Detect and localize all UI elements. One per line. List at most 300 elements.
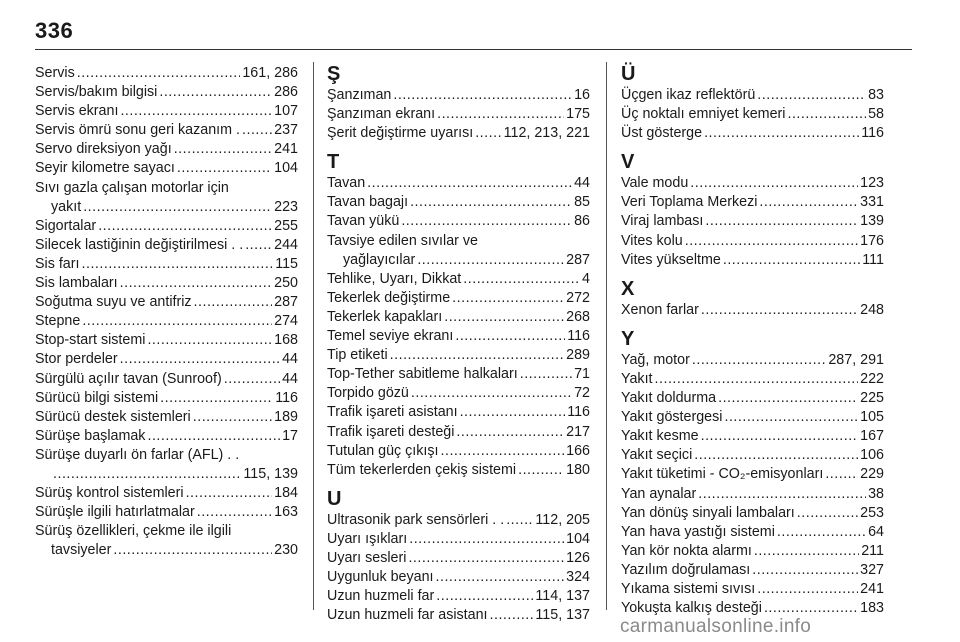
leader-dots bbox=[186, 484, 273, 503]
leader-dots bbox=[224, 370, 280, 389]
index-entry-row bbox=[327, 251, 590, 270]
index-entry-term: Tekerlek kapakları bbox=[327, 308, 443, 325]
leader-dots bbox=[113, 541, 272, 560]
index-entry-term: Tekerlek değiştirme bbox=[327, 289, 451, 306]
index-entry-pages: 4 bbox=[582, 270, 590, 287]
index-entry-row bbox=[621, 86, 884, 105]
index-entry bbox=[35, 484, 298, 503]
index-entry-pages: 114, 137 bbox=[535, 588, 590, 605]
index-entry-term: Vale modu bbox=[621, 175, 689, 192]
index-entry-row bbox=[621, 542, 884, 561]
index-entry-row bbox=[621, 465, 884, 484]
section-letter: Ü bbox=[621, 63, 636, 85]
index-entry-term: Veri Toplama Merkezi bbox=[621, 194, 758, 211]
leader-dots bbox=[463, 270, 580, 289]
index-entry-pages: 72 bbox=[574, 385, 590, 402]
index-entry-row bbox=[327, 193, 590, 212]
index-entry bbox=[35, 331, 298, 350]
index-entry-pages: 189 bbox=[274, 408, 298, 425]
index-entry bbox=[327, 461, 590, 480]
index-entry-row bbox=[621, 212, 884, 231]
index-entry-pages: 225 bbox=[860, 390, 884, 407]
index-entry-term: Servis ekranı bbox=[35, 103, 119, 120]
index-entry bbox=[35, 446, 298, 484]
index-entry-row bbox=[35, 370, 298, 389]
index-entry-pages: 229 bbox=[860, 466, 884, 483]
index-entry-term: Yakıt kesme bbox=[621, 428, 699, 445]
index-entry-term: Sürüşle ilgili hatırlatmalar bbox=[35, 504, 195, 521]
index-entry-pages: 116 bbox=[861, 125, 884, 142]
index-entry-term: Sürüşe başlamak bbox=[35, 427, 146, 444]
index-entry-term: Servis/bakım bilgisi bbox=[35, 84, 158, 101]
index-entry-pages: 104 bbox=[274, 160, 298, 177]
leader-dots bbox=[718, 389, 858, 408]
index-entry-row bbox=[35, 102, 298, 121]
leader-dots bbox=[174, 140, 272, 159]
index-entry bbox=[621, 561, 884, 580]
index-entry-row bbox=[621, 251, 884, 270]
index-entry bbox=[327, 511, 590, 530]
section-letter: V bbox=[621, 151, 635, 174]
index-entry bbox=[35, 64, 298, 83]
index-entry-pages: 255 bbox=[274, 217, 298, 234]
index-entry bbox=[327, 403, 590, 422]
index-entry-row bbox=[35, 389, 298, 408]
leader-dots bbox=[704, 124, 859, 143]
index-entry-row bbox=[327, 86, 590, 105]
leader-dots bbox=[701, 301, 858, 320]
index-entry bbox=[621, 301, 884, 320]
leader-dots bbox=[120, 350, 280, 369]
index-entry-term: Sis lambaları bbox=[35, 275, 118, 292]
index-entry bbox=[35, 503, 298, 522]
index-entry bbox=[621, 193, 884, 212]
leader-dots bbox=[393, 86, 572, 105]
index-entry-pages: 211 bbox=[861, 542, 884, 559]
index-entry bbox=[327, 587, 590, 606]
index-entry-pages: 184 bbox=[274, 485, 298, 502]
index-entry bbox=[327, 86, 590, 105]
section-letter: X bbox=[621, 277, 635, 300]
header-rule bbox=[35, 49, 912, 50]
index-entry-term: Stop-start sistemi bbox=[35, 332, 146, 349]
leader-dots bbox=[197, 503, 272, 522]
index-entry-pages: 161, 286 bbox=[242, 65, 298, 81]
index-entry-pages: 287 bbox=[274, 294, 298, 311]
index-entry-pages: 115, 137 bbox=[535, 607, 590, 624]
index-entry-row bbox=[35, 255, 298, 274]
index-entry-first-line: Sürüş özellikleri, çekme ile ilgili bbox=[35, 523, 232, 540]
index-entry bbox=[327, 442, 590, 461]
index-entry bbox=[327, 105, 590, 124]
index-entry-row bbox=[35, 541, 298, 560]
leader-dots bbox=[409, 530, 564, 549]
leader-dots bbox=[83, 198, 272, 217]
index-entry bbox=[35, 427, 298, 446]
index-entry-row bbox=[35, 217, 298, 236]
leader-dots bbox=[787, 105, 866, 124]
leader-dots bbox=[120, 102, 272, 121]
index-entry-term: Tavan bagajı bbox=[327, 194, 409, 211]
leader-dots bbox=[193, 408, 272, 427]
section-letter: Ş bbox=[327, 63, 341, 85]
index-entry-term: Stepne bbox=[35, 313, 81, 330]
leader-dots bbox=[698, 485, 866, 504]
index-entry-term: Tavan bbox=[327, 175, 366, 192]
leader-dots bbox=[160, 389, 273, 408]
index-entry-pages: 44 bbox=[282, 370, 298, 387]
index-entry-pages: 64 bbox=[868, 523, 884, 540]
index-entry-term: Stor perdeler bbox=[35, 351, 118, 368]
index-entry-row bbox=[621, 561, 884, 580]
index-entry bbox=[35, 522, 298, 560]
index-entry bbox=[621, 427, 884, 446]
index-entry-row bbox=[327, 270, 590, 289]
leader-dots bbox=[518, 461, 564, 480]
index-entry-pages: 289 bbox=[566, 347, 590, 364]
leader-dots bbox=[685, 232, 858, 251]
index-entry-row bbox=[327, 423, 590, 442]
index-entry-pages: 324 bbox=[566, 569, 590, 586]
index-entry bbox=[35, 179, 298, 217]
index-entry-pages: 286 bbox=[274, 84, 298, 101]
column-divider bbox=[313, 62, 314, 610]
index-entry bbox=[327, 346, 590, 365]
index-entry bbox=[327, 423, 590, 442]
index-entry-pages: 104 bbox=[566, 530, 590, 547]
index-entry-row bbox=[327, 549, 590, 568]
index-entry bbox=[327, 124, 590, 143]
leader-dots bbox=[705, 212, 858, 231]
leader-dots bbox=[441, 442, 565, 461]
index-entry bbox=[327, 530, 590, 549]
index-entry-term: Vites kolu bbox=[621, 232, 683, 249]
index-entry-pages: 180 bbox=[566, 461, 590, 478]
index-entry-term: Yakıt bbox=[621, 370, 653, 387]
leader-dots bbox=[757, 86, 866, 105]
index-entry-pages: 183 bbox=[860, 600, 884, 617]
index-entry-row bbox=[35, 159, 298, 178]
index-entry-pages: 116 bbox=[275, 389, 298, 406]
leader-dots bbox=[53, 465, 241, 484]
index-entry-row bbox=[621, 301, 884, 320]
index-entry-pages: 115 bbox=[275, 255, 298, 272]
index-entry-pages: 223 bbox=[274, 198, 298, 215]
index-entry-pages: 237 bbox=[274, 122, 298, 139]
leader-dots bbox=[159, 83, 272, 102]
index-entry-term: Yıkama sistemi sıvısı bbox=[621, 580, 756, 597]
index-entry-term: Seyir kilometre sayacı bbox=[35, 160, 175, 177]
index-entry bbox=[621, 105, 884, 124]
index-entry-pages: 123 bbox=[860, 175, 884, 192]
index-entry-pages: 38 bbox=[868, 485, 884, 502]
leader-dots bbox=[367, 174, 572, 193]
index-entry bbox=[327, 384, 590, 403]
index-entry bbox=[621, 465, 884, 484]
index-entry-term: Yan kör nokta alarmı bbox=[621, 542, 752, 559]
index-entry-row bbox=[621, 124, 884, 143]
index-entry-pages: 16 bbox=[574, 87, 590, 103]
index-entry-row bbox=[35, 274, 298, 293]
index-entry-row bbox=[35, 427, 298, 446]
index-entry-term: Tip etiketi bbox=[327, 347, 388, 364]
index-entry-row bbox=[621, 446, 884, 465]
index-entry-pages: 115, 139 bbox=[243, 465, 298, 482]
index-entry-row bbox=[35, 140, 298, 159]
index-entry-row bbox=[621, 174, 884, 193]
index-entry-term: Sürüş kontrol sistemleri bbox=[35, 485, 184, 502]
leader-dots bbox=[777, 523, 866, 542]
index-entry-pages: 248 bbox=[860, 301, 884, 318]
index-entry bbox=[327, 365, 590, 384]
index-entry-row bbox=[621, 408, 884, 427]
index-entry bbox=[327, 270, 590, 289]
index-entry-pages: 111 bbox=[862, 251, 884, 268]
leader-dots bbox=[390, 346, 564, 365]
leader-dots bbox=[194, 293, 273, 312]
index-entry-term: Yakıt seçici bbox=[621, 447, 693, 464]
index-entry-term: Silecek lastiğinin değiştirilmesi . . bbox=[35, 236, 244, 253]
index-entry bbox=[621, 408, 884, 427]
index-entry bbox=[621, 580, 884, 599]
index-entry-pages: 175 bbox=[566, 106, 590, 123]
index-entry-pages: 86 bbox=[574, 213, 590, 230]
index-entry-pages: 163 bbox=[274, 504, 298, 521]
index-entry-pages: 230 bbox=[274, 542, 298, 559]
index-entry-pages: 126 bbox=[566, 549, 590, 566]
leader-dots bbox=[754, 542, 859, 561]
leader-dots bbox=[417, 251, 564, 270]
index-entry-term: Sis farı bbox=[35, 255, 80, 272]
leader-dots bbox=[723, 251, 860, 270]
index-entry-first-line: Sürüşe duyarlı ön farlar (AFL) . . bbox=[35, 446, 240, 463]
index-entry-term: Yan aynalar bbox=[621, 485, 697, 502]
index-entry-term: Tüm tekerlerden çekiş sistemi bbox=[327, 461, 517, 478]
index-entry bbox=[327, 232, 590, 270]
leader-dots bbox=[825, 465, 858, 484]
index-entry-term: Uygunluk beyanı bbox=[327, 569, 434, 586]
index-entry-term: Yakıt tüketimi - CO₂-emisyonları bbox=[621, 466, 824, 483]
leader-dots bbox=[460, 403, 566, 422]
index-entry-term: Temel seviye ekranı bbox=[327, 328, 454, 345]
index-entry-row bbox=[35, 64, 298, 83]
index-entry bbox=[35, 255, 298, 274]
leader-dots bbox=[694, 446, 858, 465]
index-entry-term: Ultrasonik park sensörleri . . bbox=[327, 511, 505, 528]
index-entry bbox=[327, 606, 590, 625]
index-entry bbox=[35, 102, 298, 121]
index-entry bbox=[327, 308, 590, 327]
leader-dots bbox=[98, 217, 272, 236]
index-entry bbox=[35, 140, 298, 159]
index-entry-term: Sigortalar bbox=[35, 217, 97, 234]
index-entry bbox=[621, 485, 884, 504]
index-entry-pages: 107 bbox=[274, 103, 298, 120]
leader-dots bbox=[245, 236, 272, 255]
index-entry-term: Üçgen ikaz reflektörü bbox=[621, 87, 756, 103]
leader-dots bbox=[690, 174, 858, 193]
index-entry-term: Tavan yükü bbox=[327, 213, 400, 230]
index-entry-term: Viraj lambası bbox=[621, 213, 704, 230]
index-entry-row bbox=[327, 530, 590, 549]
index-entry-row bbox=[327, 124, 590, 143]
index-entry-pages: 272 bbox=[566, 289, 590, 306]
leader-dots bbox=[797, 504, 858, 523]
index-entry-pages: 167 bbox=[860, 428, 884, 445]
index-entry-row bbox=[621, 193, 884, 212]
leader-dots bbox=[147, 427, 280, 446]
index-entry-term: Yokuşta kalkış desteği bbox=[621, 600, 762, 617]
leader-dots bbox=[724, 408, 858, 427]
leader-dots bbox=[77, 64, 241, 83]
index-entry-term: Servis bbox=[35, 65, 75, 81]
index-entry-row bbox=[327, 174, 590, 193]
index-entry-row bbox=[621, 504, 884, 523]
index-entry bbox=[327, 212, 590, 231]
index-entry bbox=[35, 389, 298, 408]
index-entry bbox=[621, 523, 884, 542]
leader-dots bbox=[475, 124, 501, 143]
index-entry-row bbox=[621, 232, 884, 251]
index-entry bbox=[35, 370, 298, 389]
index-entry bbox=[621, 86, 884, 105]
index-entry-row bbox=[621, 580, 884, 599]
index-entry bbox=[621, 389, 884, 408]
leader-dots bbox=[147, 331, 272, 350]
index-entry-row bbox=[327, 403, 590, 422]
index-entry-term: Yan hava yastığı sistemi bbox=[621, 523, 775, 540]
index-entry-term: Servo direksiyon yağı bbox=[35, 141, 172, 158]
index-entry-row bbox=[35, 312, 298, 331]
index-entry bbox=[621, 351, 884, 370]
leader-dots bbox=[411, 384, 572, 403]
index-entry-pages: 287 bbox=[566, 251, 590, 268]
index-entry-row bbox=[35, 484, 298, 503]
index-entry-row bbox=[621, 370, 884, 389]
index-entry bbox=[327, 174, 590, 193]
index-entry-pages: 250 bbox=[274, 275, 298, 292]
index-entry-row bbox=[621, 427, 884, 446]
index-entry-term: Şanzıman ekranı bbox=[327, 106, 436, 123]
index-entry-row bbox=[327, 606, 590, 625]
index-entry-pages: 244 bbox=[274, 236, 298, 253]
index-entry-row bbox=[35, 503, 298, 522]
index-entry-pages: 85 bbox=[574, 194, 590, 211]
index-entry-term: Servis ömrü sonu geri kazanım . bbox=[35, 122, 241, 139]
index-entry-row bbox=[327, 289, 590, 308]
leader-dots bbox=[408, 549, 564, 568]
index-entry-pages: 274 bbox=[274, 313, 298, 330]
index-entry-pages: 44 bbox=[282, 351, 298, 368]
column-divider bbox=[606, 62, 607, 610]
index-entry-term: Üç noktalı emniyet kemeri bbox=[621, 106, 786, 123]
index-entry-term: Trafik işareti asistanı bbox=[327, 404, 458, 421]
index-entry-term: Tutulan güç çıkışı bbox=[327, 442, 439, 459]
index-entry-row bbox=[327, 365, 590, 384]
index-entry-row bbox=[35, 198, 298, 217]
index-entry bbox=[621, 370, 884, 389]
index-column-2 bbox=[327, 64, 590, 625]
index-entry-term: Uyarı ışıkları bbox=[327, 530, 408, 547]
index-entry-row bbox=[327, 461, 590, 480]
index-entry-pages: 105 bbox=[860, 409, 884, 426]
index-entry-pages: 168 bbox=[274, 332, 298, 349]
index-entry-row bbox=[621, 105, 884, 124]
index-entry bbox=[621, 232, 884, 251]
index-entry-term: Trafik işareti desteği bbox=[327, 423, 455, 440]
leader-dots bbox=[455, 327, 565, 346]
index-entry bbox=[327, 193, 590, 212]
leader-dots bbox=[490, 606, 534, 625]
page-number: 336 bbox=[35, 18, 74, 43]
index-entry-pages: 287, 291 bbox=[828, 351, 884, 368]
index-entry bbox=[35, 408, 298, 427]
leader-dots bbox=[759, 193, 858, 212]
index-entry-pages: 112, 205 bbox=[535, 511, 590, 528]
index-entry-term: Torpido gözü bbox=[327, 385, 409, 402]
index-entry bbox=[621, 504, 884, 523]
leader-dots bbox=[701, 427, 859, 446]
index-entry-row bbox=[327, 346, 590, 365]
index-entry-row bbox=[327, 327, 590, 346]
leader-dots bbox=[444, 308, 564, 327]
index-entry-row bbox=[35, 83, 298, 102]
index-entry bbox=[327, 549, 590, 568]
index-entry-row bbox=[327, 384, 590, 403]
leader-dots bbox=[120, 274, 273, 293]
index-entry-pages: 217 bbox=[566, 423, 590, 440]
index-entry-pages: 222 bbox=[860, 370, 884, 387]
index-entry bbox=[35, 83, 298, 102]
index-entry-pages: 327 bbox=[860, 561, 884, 578]
index-entry-row bbox=[327, 308, 590, 327]
index-entry-pages: 176 bbox=[860, 232, 884, 249]
leader-dots bbox=[752, 561, 858, 580]
index-entry-pages: 268 bbox=[566, 308, 590, 325]
index-entry-row bbox=[327, 442, 590, 461]
index-entry-first-line: Tavsiye edilen sıvılar ve bbox=[327, 232, 478, 249]
index-entry-row bbox=[621, 351, 884, 370]
index-entry-pages: 166 bbox=[566, 442, 590, 459]
index-entry-row bbox=[621, 523, 884, 542]
index-entry-pages: 241 bbox=[860, 580, 884, 597]
index-entry-row bbox=[621, 389, 884, 408]
index-entry-term: Yan dönüş sinyali lambaları bbox=[621, 504, 795, 521]
index-entry-pages: 116 bbox=[567, 328, 590, 345]
index-entry bbox=[327, 327, 590, 346]
index-entry bbox=[621, 446, 884, 465]
index-entry bbox=[35, 350, 298, 369]
index-entry-pages: 139 bbox=[860, 213, 884, 230]
index-entry-row bbox=[35, 293, 298, 312]
index-entry-term: Uzun huzmeli far asistanı bbox=[327, 607, 488, 624]
index-entry bbox=[35, 159, 298, 178]
section-letter: T bbox=[327, 151, 340, 174]
index-entry-term: Soğutma suyu ve antifriz bbox=[35, 294, 192, 311]
index-entry bbox=[327, 289, 590, 308]
index-entry bbox=[327, 568, 590, 587]
index-entry-pages: 58 bbox=[868, 106, 884, 123]
index-column-1 bbox=[35, 64, 298, 560]
index-entry-pages: 44 bbox=[574, 175, 590, 192]
index-entry-row bbox=[327, 212, 590, 231]
index-entry-pages: 112, 213, 221 bbox=[503, 125, 590, 142]
index-entry-pages: 71 bbox=[574, 366, 590, 383]
index-entry bbox=[621, 251, 884, 270]
index-entry-term: Tehlike, Uyarı, Dikkat bbox=[327, 270, 462, 287]
index-entry bbox=[35, 293, 298, 312]
index-entry bbox=[35, 236, 298, 255]
